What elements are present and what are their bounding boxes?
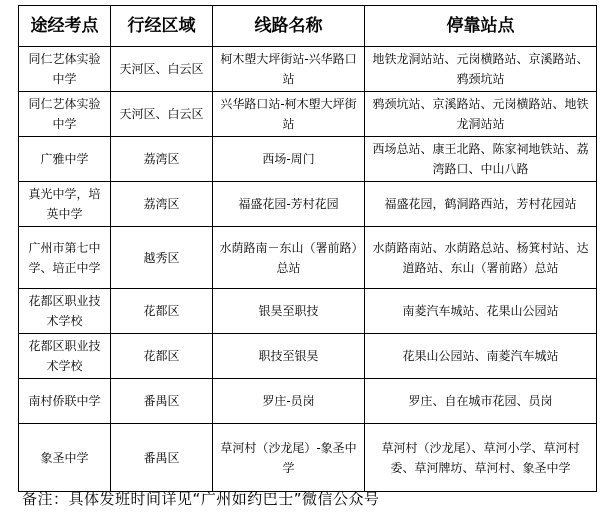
bus-route-document <box>18 5 596 492</box>
cell-route: 西场-周门 <box>213 137 365 182</box>
cell-stops: 罗庄、自在城市花园、员岗 <box>365 379 597 424</box>
table-row <box>19 47 597 92</box>
cell-school: 花都区职业技术学校 <box>19 289 111 334</box>
cell-area: 花都区 <box>111 334 213 379</box>
bus-route-table <box>18 5 597 492</box>
cell-area: 荔湾区 <box>111 137 213 182</box>
cell-stops: 鸦颈坑站、京溪路站、元岗横路站、地铁龙洞站站 <box>365 92 597 137</box>
table-row <box>19 227 597 289</box>
table-row <box>19 334 597 379</box>
cell-area: 荔湾区 <box>111 182 213 227</box>
header-route: 线路名称 <box>213 6 365 47</box>
header-school: 途经考点 <box>19 6 111 47</box>
cell-stops: 地铁龙洞站站、元岗横路站、京溪路站、鸦颈坑站 <box>365 47 597 92</box>
cell-stops: 西场总站、康王北路、陈家祠地铁站、荔湾路口、中山八路 <box>365 137 597 182</box>
cell-stops: 水荫路南站、水荫路总站、杨箕村站、达道路站、东山（署前路）总站 <box>365 227 597 289</box>
table-row <box>19 424 597 492</box>
table-row <box>19 289 597 334</box>
cell-route: 柯木塱大坪街站-兴华路口站 <box>213 47 365 92</box>
cell-school: 真光中学，培英中学 <box>19 182 111 227</box>
cell-stops: 福盛花园，鹤洞路西站，芳村花园站 <box>365 182 597 227</box>
cell-route: 水荫路南－东山（署前路）总站 <box>213 227 365 289</box>
cell-school: 广州市第七中学、培正中学 <box>19 227 111 289</box>
cell-stops: 花果山公园站、南菱汽车城站 <box>365 334 597 379</box>
table-row <box>19 137 597 182</box>
cell-stops: 草河村（沙龙尾）、草河小学、草河村委、草河牌坊、草河村、象圣中学 <box>365 424 597 492</box>
cell-stops: 南菱汽车城站、花果山公园站 <box>365 289 597 334</box>
cell-area: 番禺区 <box>111 424 213 492</box>
table-row <box>19 379 597 424</box>
cell-area: 越秀区 <box>111 227 213 289</box>
cell-route: 福盛花园-芳村花园 <box>213 182 365 227</box>
cell-area: 花都区 <box>111 289 213 334</box>
cell-route: 兴华路口站-柯木塱大坪街站 <box>213 92 365 137</box>
cell-school: 花都区职业技术学校 <box>19 334 111 379</box>
cell-school: 同仁艺体实验中学 <box>19 47 111 92</box>
cell-route: 银昊至职技 <box>213 289 365 334</box>
cell-school: 广雅中学 <box>19 137 111 182</box>
table-header-row <box>19 6 597 47</box>
cell-route: 草河村（沙龙尾）-象圣中学 <box>213 424 365 492</box>
cell-area: 天河区、白云区 <box>111 47 213 92</box>
footnote: 备注：具体发班时间详见“广州如约巴士”微信公众号 <box>22 490 380 508</box>
cell-school: 象圣中学 <box>19 424 111 492</box>
table-row <box>19 92 597 137</box>
cell-route: 职技至银昊 <box>213 334 365 379</box>
cell-area: 天河区、白云区 <box>111 92 213 137</box>
header-area: 行经区域 <box>111 6 213 47</box>
header-stops: 停靠站点 <box>365 6 597 47</box>
table-row <box>19 182 597 227</box>
cell-area: 番禺区 <box>111 379 213 424</box>
cell-school: 同仁艺体实验中学 <box>19 92 111 137</box>
cell-school: 南村侨联中学 <box>19 379 111 424</box>
cell-route: 罗庄-员岗 <box>213 379 365 424</box>
